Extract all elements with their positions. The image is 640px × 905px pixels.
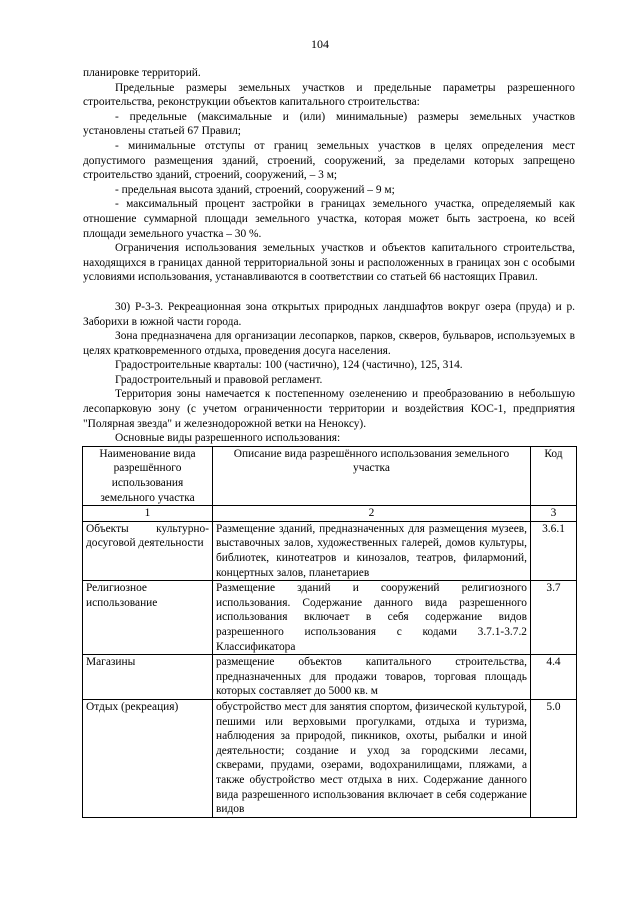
table-row	[83, 655, 577, 700]
column-number: 3	[531, 506, 577, 522]
page-content	[83, 66, 575, 818]
column-number: 1	[83, 506, 213, 522]
table-column-numbers-row	[83, 506, 577, 522]
use-code: 5.0	[531, 699, 577, 817]
use-description: Размещение зданий и сооружений религиозного использования. Содержание данного вида разрешенного использования включает в себя содержание видов разрешенного использования с кодами 3.7.1-3.7.2 Классификатора	[213, 581, 531, 655]
table-row	[83, 699, 577, 817]
table-row	[83, 521, 577, 580]
use-name: Объекты культурно-досуговой деятельности	[83, 521, 213, 580]
use-name: Религиозное использование	[83, 581, 213, 655]
permitted-uses-table	[82, 446, 577, 818]
paragraph-zone-purpose: Зона предназначена для организации лесопарков, парков, скверов, бульваров, используемых в целях кратковременного отдыха, проведения досуга населения.	[83, 330, 575, 357]
paragraph-zone-regulation: Градостроительный и правовой регламент.	[115, 373, 323, 386]
paragraph-restrictions: Ограничения использования земельных участков и объектов капитального строительства, находящихся в границах данной территориальной зоны и расположенных в границах зон с особыми условиями использования, устанавливаются в соответствии со статьей 66 настоящих Правил.	[83, 242, 575, 284]
section-zone	[83, 329, 575, 446]
use-description: обустройство мест для занятия спортом, физической культурой, пешими или верховыми прогулками, отдыха и туризма, наблюдения за природой, пикников, охоты, рыбалки и иной деятельности; создание и уход за городскими лесами, скверами, прудами, озерами, водохранилищами, пляжами, а также обустройство мест отдыха в них. Содержание данного вида разрешенного использования включает в себя содержание видов	[213, 699, 531, 817]
use-code: 3.7	[531, 581, 577, 655]
paragraph-zone-territory: Территория зоны намечается к постепенному озеленению и преобразованию в небольшую лесопарковую зону (с учетом ограниченности территории и воздействия КОС-1, предприятия "Полярная звезда" и железнодорожной ветки на Неноксу).	[83, 388, 575, 430]
column-number: 2	[213, 506, 531, 522]
table-row	[83, 581, 577, 655]
zone-heading: 30) Р-3-3. Рекреационная зона открытых природных ландшафтов вокруг озера (пруда) и р. Заборихи в южной части города.	[83, 300, 575, 328]
use-description: Размещение зданий, предназначенных для размещения музеев, выставочных залов, художественных галерей, домов культуры, библиотек, кинотеатров и кинозалов, театров, филармоний, концертных залов, планетариев	[213, 521, 531, 580]
header-use-name: Наименование вида разрешённого использования земельного участка	[83, 446, 213, 505]
paragraph-limit-coverage: - максимальный процент застройки в границах земельного участка, определяемый как отношение суммарной площади земельного участка, которая может быть застроена, ко всей площади земельного участка – 30 %.	[83, 198, 575, 240]
paragraph-limit-plot-size: - предельные (максимальные и (или) минимальные) размеры земельных участков установлены статьей 67 Правил;	[83, 110, 575, 138]
header-code: Код	[531, 446, 577, 505]
paragraph-table-caption: Основные виды разрешенного использования:	[115, 432, 341, 445]
paragraph-limit-setback: - минимальные отступы от границ земельных участков в целях определения мест допустимого размещения зданий, строений, сооружений, за пределами которых запрещено строительство зданий, строений, сооружений, – 3 м;	[83, 139, 575, 182]
use-code: 3.6.1	[531, 521, 577, 580]
table-header-row	[83, 446, 577, 505]
paragraph-limits-heading: Предельные размеры земельных участков и предельные параметры разрешенного строительства, реконструкции объектов капитального строительства:	[83, 81, 575, 109]
paragraph-limit-height: - предельная высота зданий, строений, сооружений – 9 м;	[115, 183, 395, 196]
use-code: 4.4	[531, 655, 577, 700]
paragraph-zone-quarters: Градостроительные кварталы: 100 (частично), 124 (частично), 125, 314.	[115, 359, 463, 372]
use-name: Отдых (рекреация)	[83, 699, 213, 817]
use-description: размещение объектов капитального строительства, предназначенных для продажи товаров, торговая площадь которых составляет до 5000 кв. м	[213, 655, 531, 700]
paragraph-continuation: планировке территорий.	[83, 67, 201, 79]
page-number: 104	[311, 37, 329, 51]
header-use-description: Описание вида разрешённого использования земельного участка	[213, 446, 531, 505]
section-intro	[83, 66, 575, 285]
use-name: Магазины	[83, 655, 213, 700]
